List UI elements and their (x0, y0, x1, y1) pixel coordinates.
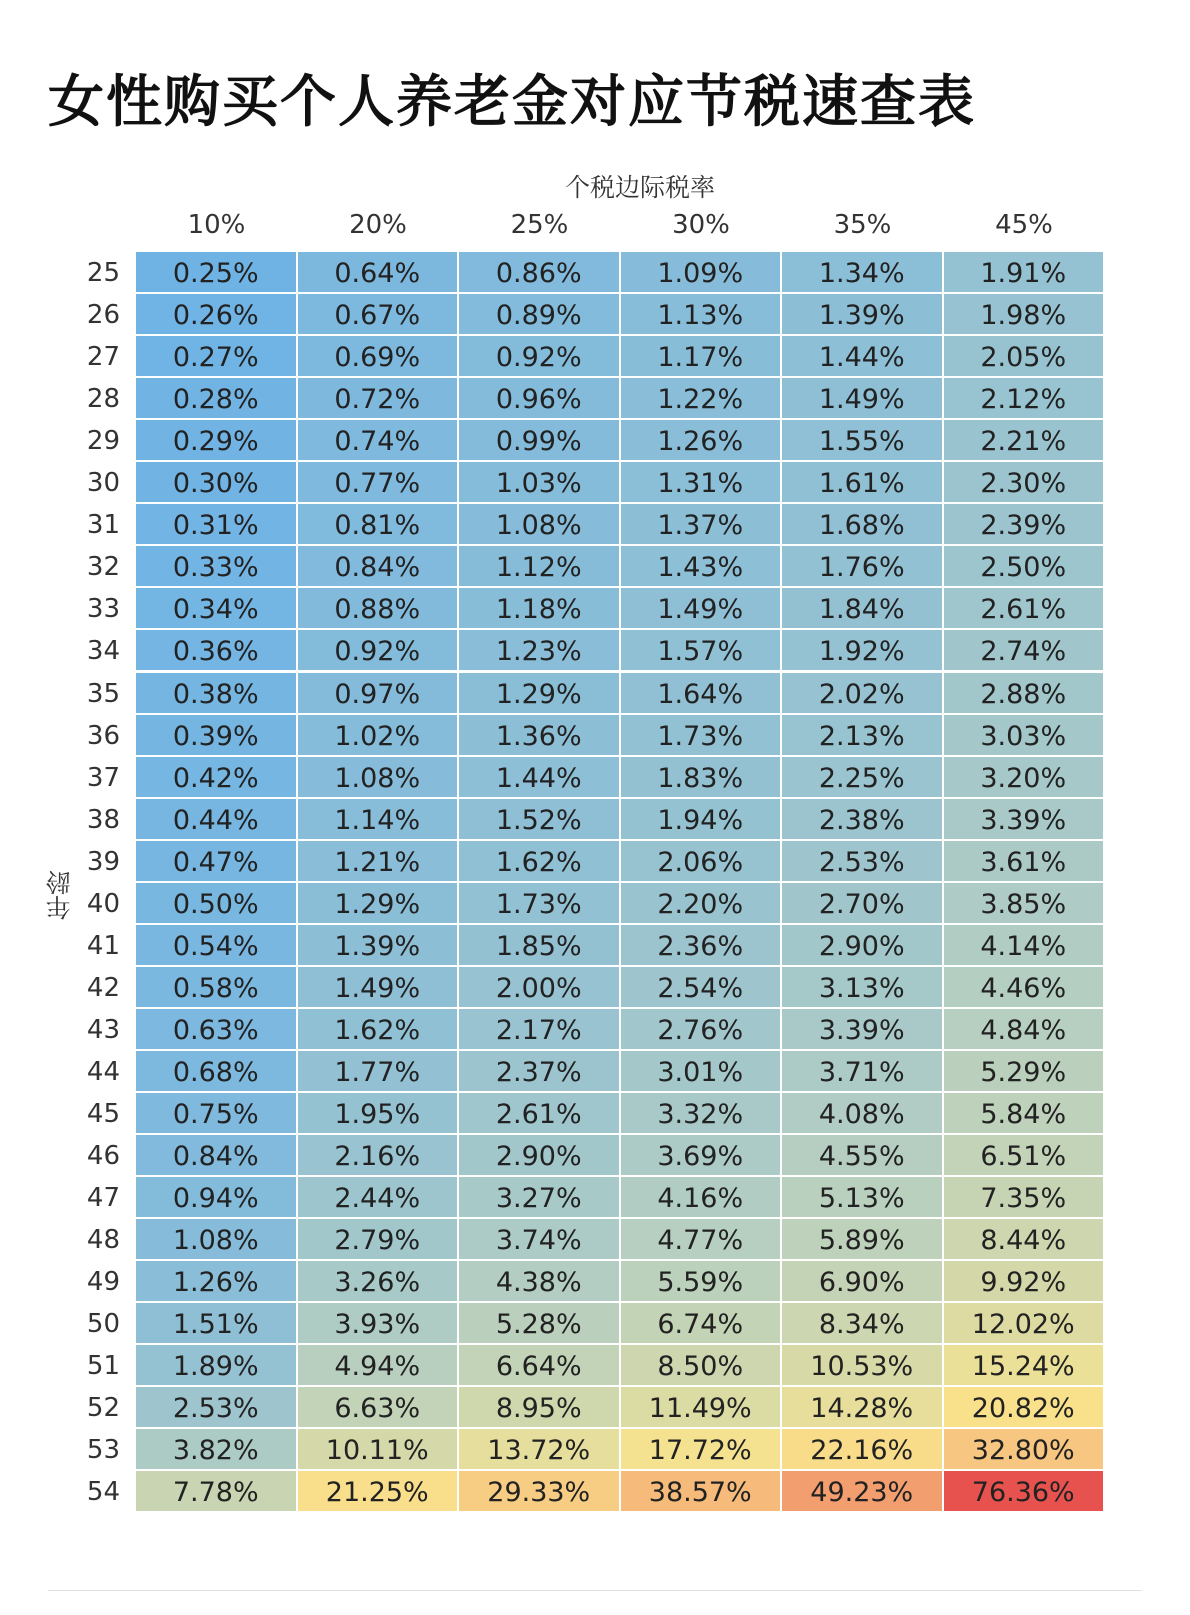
column-label: 35% (833, 210, 892, 240)
heatmap-cell: 1.12% (459, 546, 621, 588)
heatmap-cell: 2.88% (944, 673, 1106, 715)
heatmap-cell: 5.89% (782, 1219, 944, 1261)
heatmap-cell: 17.72% (621, 1429, 783, 1471)
heatmap-cell: 1.98% (944, 294, 1106, 336)
heatmap-cell: 3.93% (298, 1303, 460, 1345)
heatmap-cell: 8.50% (621, 1345, 783, 1387)
heatmap-cell: 0.34% (136, 588, 298, 630)
heatmap-cell: 1.91% (944, 252, 1106, 294)
row-label: 42 (86, 972, 120, 1003)
heatmap-cell: 4.77% (621, 1219, 783, 1261)
heatmap-cell: 4.94% (298, 1345, 460, 1387)
heatmap-cell: 2.38% (782, 799, 944, 841)
heatmap-cell: 4.84% (944, 1009, 1106, 1051)
heatmap-cell: 1.43% (621, 546, 783, 588)
row-label: 37 (86, 762, 120, 793)
heatmap-cell: 3.27% (459, 1177, 621, 1219)
heatmap-cell: 1.61% (782, 462, 944, 504)
heatmap-cell: 3.32% (621, 1093, 783, 1135)
heatmap-cell: 12.02% (944, 1303, 1106, 1345)
row-label: 46 (86, 1141, 120, 1172)
heatmap-cell: 2.90% (782, 925, 944, 967)
heatmap-cell: 0.81% (298, 504, 460, 546)
heatmap-cell: 3.85% (944, 883, 1106, 925)
column-label: 20% (349, 210, 407, 240)
column-label: 25% (510, 210, 569, 240)
heatmap-cell: 1.23% (459, 630, 621, 672)
heatmap-cell: 0.84% (136, 1135, 298, 1177)
heatmap-cell: 2.17% (459, 1009, 621, 1051)
heatmap-cell: 0.86% (459, 252, 621, 294)
heatmap-cell: 0.25% (136, 252, 298, 294)
heatmap-cell: 0.92% (459, 336, 621, 378)
row-label: 40 (86, 888, 120, 919)
heatmap-cell: 1.31% (621, 462, 783, 504)
heatmap-cell: 21.25% (298, 1471, 460, 1513)
heatmap-cell: 1.39% (298, 925, 460, 967)
row-label: 29 (86, 426, 120, 457)
heatmap-cell: 0.58% (136, 967, 298, 1009)
heatmap-cell: 6.74% (621, 1303, 783, 1345)
heatmap-cell: 0.96% (459, 378, 621, 420)
heatmap-cell: 1.95% (298, 1093, 460, 1135)
heatmap-cell: 1.62% (459, 841, 621, 883)
row-label: 54 (86, 1477, 120, 1508)
heatmap-cell: 2.05% (944, 336, 1106, 378)
heatmap-cell: 1.62% (298, 1009, 460, 1051)
heatmap-cell: 9.92% (944, 1261, 1106, 1303)
heatmap-cell: 4.38% (459, 1261, 621, 1303)
heatmap-cell: 3.26% (298, 1261, 460, 1303)
heatmap-cell: 0.67% (298, 294, 460, 336)
heatmap-cell: 2.61% (459, 1093, 621, 1135)
heatmap-cell: 0.88% (298, 588, 460, 630)
heatmap-cell: 0.68% (136, 1051, 298, 1093)
heatmap-cell: 2.12% (944, 378, 1106, 420)
heatmap-cell: 0.27% (136, 336, 298, 378)
heatmap-cell: 2.53% (782, 841, 944, 883)
heatmap-cell: 0.42% (136, 757, 298, 799)
heatmap-cell: 15.24% (944, 1345, 1106, 1387)
heatmap-cell: 2.02% (782, 673, 944, 715)
heatmap-cell: 1.92% (782, 630, 944, 672)
heatmap-cell: 5.13% (782, 1177, 944, 1219)
heatmap-cell: 29.33% (459, 1471, 621, 1513)
heatmap-cell: 1.51% (136, 1303, 298, 1345)
heatmap-cell: 1.18% (459, 588, 621, 630)
column-label: 10% (187, 210, 246, 240)
heatmap-cell: 0.38% (136, 673, 298, 715)
heatmap-cell: 3.61% (944, 841, 1106, 883)
heatmap-cell: 3.69% (621, 1135, 783, 1177)
heatmap-cell: 1.39% (782, 294, 944, 336)
heatmap-cell: 3.74% (459, 1219, 621, 1261)
heatmap-cell: 0.44% (136, 799, 298, 841)
heatmap-cell: 6.51% (944, 1135, 1106, 1177)
heatmap-cell: 2.21% (944, 420, 1106, 462)
heatmap-cell: 1.08% (298, 757, 460, 799)
heatmap-cell: 1.26% (136, 1261, 298, 1303)
heatmap-cell: 6.63% (298, 1387, 460, 1429)
row-label: 41 (86, 930, 120, 961)
heatmap-cell: 1.34% (782, 252, 944, 294)
heatmap-cell: 1.94% (621, 799, 783, 841)
heatmap-cell: 10.53% (782, 1345, 944, 1387)
heatmap-cell: 2.76% (621, 1009, 783, 1051)
heatmap-cell: 0.99% (459, 420, 621, 462)
heatmap-cell: 1.21% (298, 841, 460, 883)
heatmap-cell: 3.39% (944, 799, 1106, 841)
heatmap-cell: 2.16% (298, 1135, 460, 1177)
heatmap-cell: 0.26% (136, 294, 298, 336)
heatmap-cell: 11.49% (621, 1387, 783, 1429)
row-label: 33 (86, 594, 120, 625)
heatmap-cell: 3.13% (782, 967, 944, 1009)
heatmap-cell: 1.57% (621, 630, 783, 672)
heatmap-cell: 0.94% (136, 1177, 298, 1219)
heatmap-cell: 1.09% (621, 252, 783, 294)
heatmap-cell: 0.33% (136, 546, 298, 588)
heatmap-cell: 2.53% (136, 1387, 298, 1429)
heatmap-cell: 8.95% (459, 1387, 621, 1429)
heatmap-cell: 0.50% (136, 883, 298, 925)
row-label: 43 (86, 1014, 120, 1045)
row-label: 26 (86, 300, 120, 331)
heatmap-cell: 2.37% (459, 1051, 621, 1093)
heatmap-cell: 1.03% (459, 462, 621, 504)
heatmap-cell: 0.63% (136, 1009, 298, 1051)
heatmap-cell: 0.74% (298, 420, 460, 462)
heatmap-cell: 1.83% (621, 757, 783, 799)
column-label: 30% (672, 210, 730, 240)
heatmap-cell: 1.13% (621, 294, 783, 336)
row-label: 27 (86, 342, 120, 373)
heatmap-cell: 1.29% (298, 883, 460, 925)
heatmap-cell: 3.01% (621, 1051, 783, 1093)
row-label: 45 (86, 1099, 120, 1129)
heatmap-cell: 3.71% (782, 1051, 944, 1093)
heatmap-cell: 1.49% (298, 967, 460, 1009)
heatmap-cell: 0.30% (136, 462, 298, 504)
heatmap-cell: 3.39% (782, 1009, 944, 1051)
row-label: 36 (86, 720, 120, 751)
heatmap-cell: 4.08% (782, 1093, 944, 1135)
heatmap-cell: 10.11% (298, 1429, 460, 1471)
heatmap-cell: 2.90% (459, 1135, 621, 1177)
row-label: 28 (86, 384, 120, 415)
heatmap-cell: 2.25% (782, 757, 944, 799)
heatmap-cell: 1.37% (621, 504, 783, 546)
heatmap-cell: 1.49% (621, 588, 783, 630)
row-label: 48 (86, 1225, 120, 1256)
row-label: 39 (86, 846, 120, 877)
heatmap-cell: 2.44% (298, 1177, 460, 1219)
heatmap-cell: 1.73% (459, 883, 621, 925)
heatmap-cell: 1.36% (459, 715, 621, 757)
row-label: 25 (86, 258, 120, 288)
heatmap-cell: 1.84% (782, 588, 944, 630)
heatmap-cell: 1.02% (298, 715, 460, 757)
row-label: 49 (86, 1267, 120, 1298)
heatmap-cell: 1.64% (621, 673, 783, 715)
heatmap-cell: 5.29% (944, 1051, 1106, 1093)
heatmap-cell: 2.39% (944, 504, 1106, 546)
heatmap-cell: 2.79% (298, 1219, 460, 1261)
page-title: 女性购买个人养老金对应节税速查表 (48, 70, 976, 135)
heatmap-cell: 0.72% (298, 378, 460, 420)
row-label: 51 (86, 1351, 120, 1382)
heatmap-cell: 2.74% (944, 630, 1106, 672)
heatmap-cell: 1.85% (459, 925, 621, 967)
row-label: 53 (86, 1435, 120, 1466)
heatmap-cell: 0.47% (136, 841, 298, 883)
row-label: 38 (86, 804, 120, 835)
heatmap-cell: 2.61% (944, 588, 1106, 630)
heatmap-cell: 1.77% (298, 1051, 460, 1093)
heatmap-cell: 1.26% (621, 420, 783, 462)
heatmap-cell: 5.84% (944, 1093, 1106, 1135)
heatmap-cell: 3.20% (944, 757, 1106, 799)
heatmap-cell: 5.59% (621, 1261, 783, 1303)
heatmap-cell: 1.68% (782, 504, 944, 546)
heatmap-cell: 8.44% (944, 1219, 1106, 1261)
heatmap-cell: 20.82% (944, 1387, 1106, 1429)
row-axis-title: 年龄 (45, 870, 74, 920)
heatmap-cell: 1.22% (621, 378, 783, 420)
heatmap-cell: 0.84% (298, 546, 460, 588)
heatmap-cell: 0.77% (298, 462, 460, 504)
heatmap-cell: 1.29% (459, 673, 621, 715)
heatmap-cell: 0.92% (298, 630, 460, 672)
heatmap-cell: 1.08% (459, 504, 621, 546)
heatmap-cell: 0.75% (136, 1093, 298, 1135)
row-label: 47 (86, 1183, 120, 1214)
heatmap-cell: 0.39% (136, 715, 298, 757)
row-label: 35 (86, 678, 120, 709)
heatmap-cell: 1.49% (782, 378, 944, 420)
footer-divider (48, 1590, 1142, 1591)
heatmap-cell: 4.14% (944, 925, 1106, 967)
heatmap-cell: 0.89% (459, 294, 621, 336)
heatmap-cell: 4.46% (944, 967, 1106, 1009)
row-label: 30 (86, 468, 120, 499)
heatmap-cell: 38.57% (621, 1471, 783, 1513)
row-label: 44 (86, 1056, 120, 1087)
heatmap-cell: 7.35% (944, 1177, 1106, 1219)
heatmap-cell: 1.14% (298, 799, 460, 841)
heatmap-cell: 3.82% (136, 1429, 298, 1471)
heatmap-cell: 6.90% (782, 1261, 944, 1303)
heatmap-cell: 13.72% (459, 1429, 621, 1471)
heatmap-cell: 1.52% (459, 799, 621, 841)
row-label: 34 (86, 636, 120, 667)
heatmap-cell: 2.36% (621, 925, 783, 967)
row-label: 52 (86, 1393, 120, 1424)
heatmap-cell: 4.16% (621, 1177, 783, 1219)
heatmap-cell: 0.54% (136, 925, 298, 967)
row-label: 50 (86, 1309, 120, 1340)
heatmap-cell: 6.64% (459, 1345, 621, 1387)
heatmap-cell: 1.44% (459, 757, 621, 799)
heatmap-cell: 1.73% (621, 715, 783, 757)
row-label: 32 (86, 552, 120, 583)
heatmap-cell: 76.36% (944, 1471, 1106, 1513)
heatmap-cell: 3.03% (944, 715, 1106, 757)
heatmap-cell: 14.28% (782, 1387, 944, 1429)
heatmap-cell: 0.64% (298, 252, 460, 294)
heatmap-cell: 1.76% (782, 546, 944, 588)
column-label: 45% (995, 210, 1053, 240)
heatmap-cell: 0.69% (298, 336, 460, 378)
heatmap-cell: 0.97% (298, 673, 460, 715)
heatmap-cell: 2.06% (621, 841, 783, 883)
heatmap-cell: 49.23% (782, 1471, 944, 1513)
heatmap-cell: 2.50% (944, 546, 1106, 588)
heatmap-cell: 8.34% (782, 1303, 944, 1345)
heatmap-cell: 1.89% (136, 1345, 298, 1387)
heatmap-cell: 1.55% (782, 420, 944, 462)
heatmap-cell: 32.80% (944, 1429, 1106, 1471)
heatmap-cell: 2.00% (459, 967, 621, 1009)
heatmap-cell: 2.20% (621, 883, 783, 925)
heatmap-cell: 22.16% (782, 1429, 944, 1471)
heatmap-cell: 2.13% (782, 715, 944, 757)
heatmap-cell: 1.17% (621, 336, 783, 378)
row-label: 31 (86, 510, 120, 541)
heatmap-cell: 2.70% (782, 883, 944, 925)
heatmap-cell: 4.55% (782, 1135, 944, 1177)
column-axis-title: 个税边际税率 (564, 173, 715, 202)
heatmap-cell: 7.78% (136, 1471, 298, 1513)
heatmap-cell: 2.30% (944, 462, 1106, 504)
heatmap-cell: 1.08% (136, 1219, 298, 1261)
heatmap-cell: 0.29% (136, 420, 298, 462)
heatmap-cell: 1.44% (782, 336, 944, 378)
heatmap-cell: 2.54% (621, 967, 783, 1009)
heatmap-cell: 0.36% (136, 630, 298, 672)
heatmap-cell: 0.28% (136, 378, 298, 420)
heatmap-cell: 5.28% (459, 1303, 621, 1345)
heatmap-cell: 0.31% (136, 504, 298, 546)
